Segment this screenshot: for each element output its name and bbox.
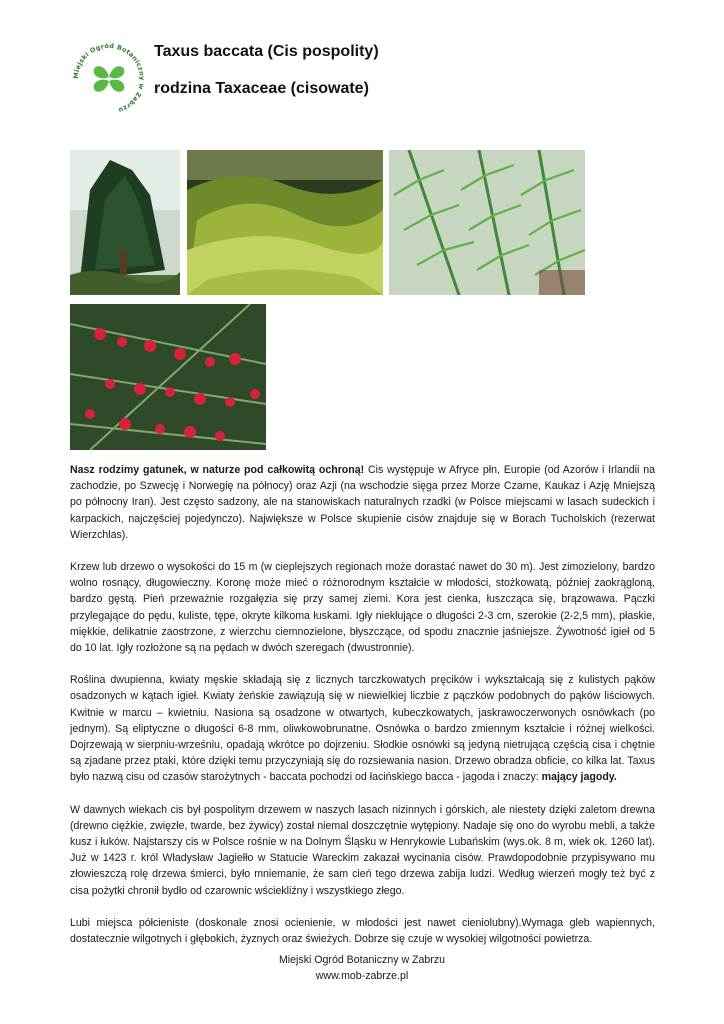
footer-organization: Miejski Ogród Botaniczny w Zabrzu — [278, 954, 446, 966]
botanical-garden-logo — [68, 38, 150, 120]
page-header — [154, 42, 379, 99]
yew-tree-photo — [70, 150, 180, 295]
paragraph-history: W dawnych wiekach cis był pospolitym drzewem w naszych lasach nizinnych i górskich, ale niestety dzięki zaletom drewna (drewno ciężkie, zwięzłe, twarde, bez żywicy) został niemal doszczętnie wytępiony. Nadaje się ono do wyrobu mebli, a także kusz i łuków. Najstarszy cis w Polsce rośnie w na Dolnym Śląsku w Henrykowie Lubańskim (wys.ok. 8 m, wiek ok. 1260 lat). Już w 1423 r. król Władysław Jagiełło w Statucie Wareckim zakazał wycinania cisów. Prawdopodobnie przypisywano mu złowieszczą rolę drzewa śmierci, było mniemanie, że sam cień tego drzewa zabija ludzi. Według wierzeń mogły też być z cisa pożytki chronił bydło od czarownic wściekliźny i wszystkiego złego. — [70, 803, 655, 897]
paragraph-description: Krzew lub drzewo o wysokości do 15 m (w cieplejszych regionach może dorastać nawet do 30 m). Jest zimozielony, bardzo wolno rosnący, długowieczny. Koronę może mieć o różnorodnym kształcie w młodości, stożkowatą, później zaokrągloną, bardzo gęstą. Pień przeważnie rozgałęzia się przy samej ziemi. Kora jest cienka, łuszcząca się, brązowawa. Pączki przylegające do pędu, kuliste, tępe, okryte kilkoma łuskami. Igły niekłujące o długości 2-3 cm, szerokie (2-2,5 mm), płaskie, miękkie, delikatnie zaostrzone, z wierzchu ciemnozielone, błyszczące, od spodu znacznie jaśniejsze. Żywotność igieł od 5 do 10 lat. Igły rozłożone są na pędach w dwóch szeregach (dwustronnie). — [70, 561, 655, 655]
article-body — [70, 462, 655, 963]
yew-shrub-golden-photo — [187, 150, 383, 295]
footer-website-link[interactable]: www.mob-zabrze.pl — [315, 970, 409, 982]
species-title: Taxus baccata (Cis pospolity) — [154, 43, 379, 60]
family-title: rodzina Taxaceae (cisowate) — [154, 80, 369, 97]
yew-red-arils-photo — [70, 304, 266, 450]
paragraph-flowers-text: Roślina dwupienna, kwiaty męskie składają się z licznych tarczkowatych pręcików i wykształcają się z kulistych pąków osadzonych w kątach igieł. Kwiaty żeńskie zawiązują się w niewielkiej liczbie z pączków podobnych do pąków liściowych. Kwitnie w marcu – kwietniu. Nasiona są osadzone w otwartych, kubeczkowatych, jaskrawoczerwonych osnówkach (po jednym). Są eliptyczne o długości 6-8 mm, oliwkowobrunatne. Osnówka o bardzo zmiennym kształcie i różnej wielkości. Dojrzewają w sierpniu-wrześniu, opadają wkrótce po dojrzeniu. Słodkie osnówki są jedyną nietrującą częścią cisa i chętnie są zjadane przez ptaki, które dzięki temu przyczyniają się do rozsiewania nasion. Drzewo obradza obficie, co kilka lat. Taxus było nazwą cisu od czasów starożytnych - baccata pochodzi od łacińskiego bacca - jagoda i znaczy: — [70, 674, 655, 784]
yew-needles-closeup-photo — [389, 150, 585, 295]
paragraph-habitat: Lubi miejsca półcieniste (doskonale znosi ocienienie, w młodości jest nawet cieniolubny).Wymaga gleb wapiennych, dostatecznie wilgotnych i głębokich, żyznych oraz świeżych. Dobrze się czuje w wysokiej wilgotności powietrza. — [70, 916, 655, 946]
etymology-emphasis: mający jagody. — [541, 771, 617, 784]
paragraph-intro-text: Cis występuje w Afryce płn, Europie (od Azorów i Irlandii na zachodzie, po Szwecję i Norwegię na północy) oraz Azji (na wschodzie sięga przez Morze Czarne, Kaukaz i Azję Mniejszą po północny Iran). Jest często sadzony, ale na stanowiskach naturalnych rzadki (w Polsce miejscami w lasach sudeckich i karpackich, najczęściej pojedynczo). Największe w Polsce skupienie cisów znajduje się w Borach Tucholskich (rezerwat Wierzchlas). — [70, 464, 655, 541]
clover-logo-icon — [68, 38, 150, 120]
paragraph-intro — [70, 462, 655, 543]
protection-notice: Nasz rodzimy gatunek, w naturze pod całkowitą ochroną! — [70, 464, 365, 476]
paragraph-flowers — [70, 672, 655, 785]
logo-ring-text: Miejski Ogród Botaniczny w Zabrzu — [71, 41, 147, 115]
